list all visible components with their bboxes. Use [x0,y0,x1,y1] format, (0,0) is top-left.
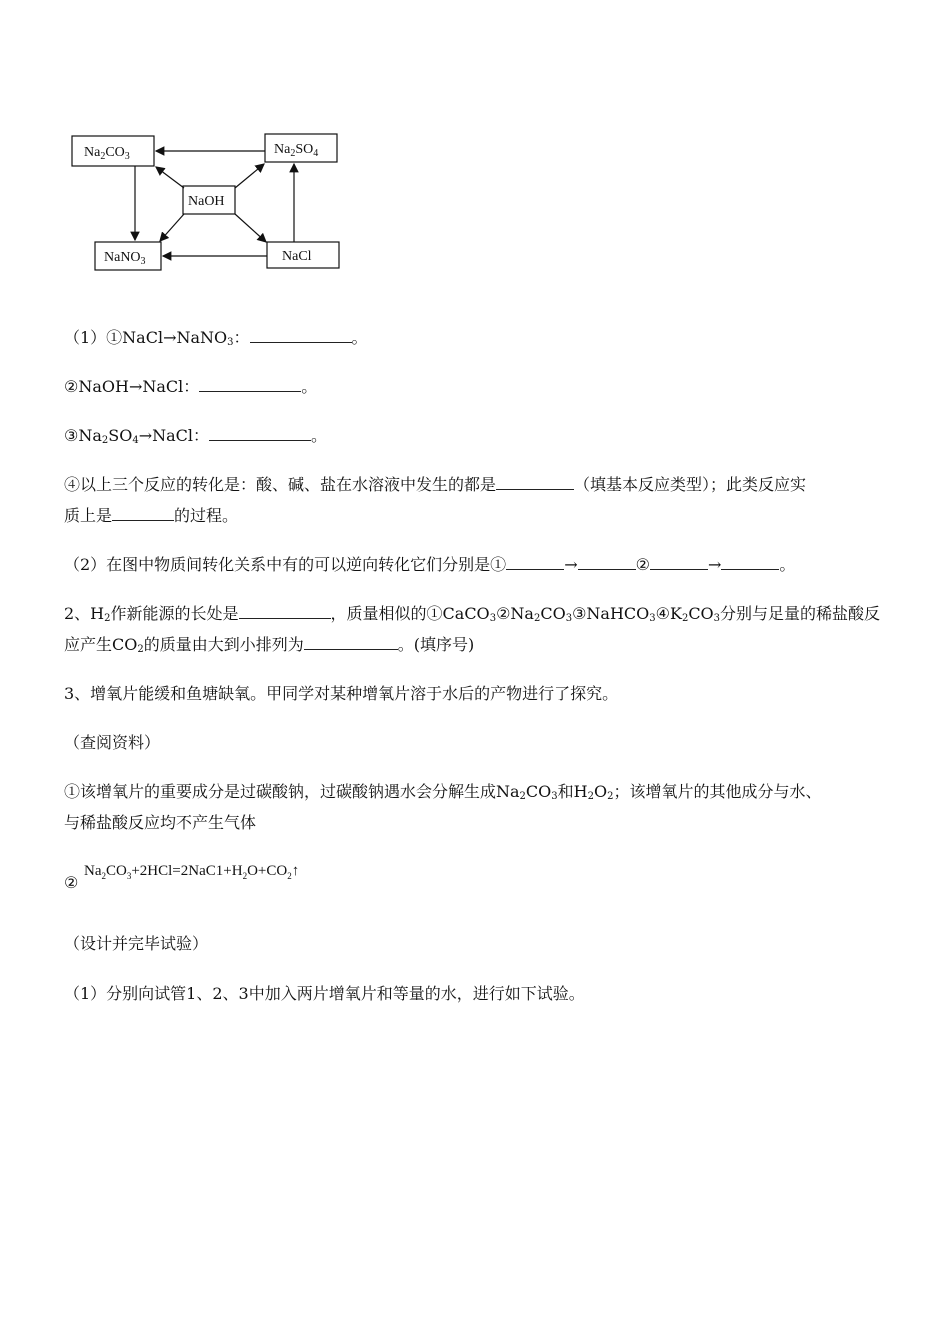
answer-blank[interactable] [209,426,311,441]
node-nano3-label: NaNO$_3$ [104,250,146,267]
q3-design-heading: （设计并完毕试验） [64,934,209,953]
q1-line4a-prefix: ④以上三个反应的转化是：酸、碱、盐在水溶液中发生的都是 [64,475,497,494]
q1-line3-prefix: ③Na [64,426,102,445]
eq-b: CO [106,863,127,879]
q2-line1-s1: 2 [104,613,111,624]
eq-c: +2HCl=2NaC1+H [131,863,243,879]
q2-line1-p5: CO [540,604,566,623]
q2-line1-p8: CO [688,604,714,623]
q3-ref-heading: （查阅资料） [64,733,161,752]
q3-equation [84,860,299,887]
q1-line4b-prefix: 质上是 [64,506,113,525]
q2-line1-p3: ，质量相似的①CaCO [330,604,490,623]
q2-line2-p3: 。(填序号) [397,635,475,654]
q3-intro: 3、增氧片能缓和鱼塘缺氧。甲同学对某种增氧片溶于水后的产物进行了探究。 [64,684,619,703]
q1-part2-prefix: （2）在图中物质间转化关系中有的可以逆向转化它们分别是① [64,555,507,574]
arrow-naoh-to-na2so4 [235,164,264,188]
q2-line1-p6: ③NaHCO [572,604,650,623]
q3-ref2-marker: ② [64,873,79,892]
q2-line1-p1: 2、H [64,604,105,623]
arrow-naoh-to-nacl [235,214,266,242]
q1-line2 [64,376,317,398]
q1-line1 [64,327,368,354]
answer-blank[interactable] [239,604,331,619]
q2-line1-p7: ④K [655,604,682,623]
q3-design1: （1）分别向试管1、2、3中加入两片增氧片和等量的水，进行如下试验。 [64,984,585,1003]
arrow-naoh-to-na2co3 [156,167,184,188]
q1-line4a [64,474,806,496]
node-naoh-label: NaOH [188,194,225,209]
q2-line2-p2: 的质量由大到小排列为 [143,635,304,654]
q2-line1-p4: ②Na [496,604,534,623]
conversion-diagram-svg [60,124,350,274]
q1-line3-end: 。 [311,426,328,445]
q1-line4b [64,505,238,527]
node-na2so4-label: $Na_2SO_4$ [274,142,319,159]
q3-ref1-p4: O [594,782,608,801]
q1-part2-mid: ② [635,555,650,574]
q1-line3 [64,425,327,452]
answer-blank[interactable] [304,635,398,650]
q2-line1-s7: 2 [681,613,689,624]
q1-part2-arrow: → [564,555,578,574]
eq-d: O+CO [247,863,288,879]
q3-ref1-s3: 2 [587,791,594,802]
q3-ref1-s1: 2 [519,791,526,802]
q3-ref1-s2: 3 [551,791,558,802]
q1-line1-sub: 3 [227,337,234,348]
eq-ds: 2 [287,871,292,881]
q1-line3-sub1: 2 [101,435,109,446]
q1-part2-arrow-2: → [707,555,722,574]
q1-line2-end: 。 [301,377,318,396]
q2-line1-p2: 作新能源的长处是 [110,604,239,623]
conversion-diagram [60,124,350,274]
answer-blank[interactable] [112,506,174,521]
arrow-naoh-to-nano3 [160,214,184,241]
answer-blank[interactable] [721,555,779,570]
q2-line1-p9: 分别与足量的稀盐酸反 [720,604,881,623]
q1-line1-end: 。 [351,328,368,347]
eq-as: 2 [101,871,106,881]
q3-ref1 [64,781,822,808]
q1-line1-prefix: （1）①NaCl→NaNO [64,328,228,347]
node-na2co3-label: $Na_2CO_3$ [84,145,130,162]
q2-line2-s1: 2 [137,644,144,655]
q1-line3-suffix: →NaCl： [138,426,210,445]
q1-line1-suffix: ： [233,328,250,347]
answer-blank[interactable] [250,328,352,343]
q2-line1 [64,603,880,630]
q1-part2 [64,554,795,576]
q3-ref1-s4: 2 [607,791,614,802]
answer-blank[interactable] [199,377,301,392]
q2-line1-s4: 2 [533,613,541,624]
eq-a: Na [84,863,102,879]
q1-line4a-suffix: （填基本反应类型）；此类反应实 [574,475,807,494]
q3-ref1b: 与稀盐酸反应均不产生气体 [64,813,257,832]
answer-blank[interactable] [496,475,574,490]
q3-ref1-p2: CO [525,782,552,801]
q2-line2 [64,634,474,661]
q3-ref1-p1: ①该增氧片的重要成分是过碳酸钠，过碳酸钠遇水会分解生成Na [64,782,520,801]
q2-line1-s6: 3 [649,613,656,624]
answer-blank[interactable] [650,555,708,570]
q2-line1-s5: 3 [565,613,573,624]
node-nacl-label: NaCl [282,249,312,264]
answer-blank[interactable] [578,555,636,570]
eq-e: ↑ [291,863,300,879]
q1-part2-end: 。 [779,555,796,574]
eq-bs: 3 [126,871,132,881]
q2-line1-s3: 3 [489,613,497,624]
q2-line1-s8: 3 [713,613,721,624]
q1-line4b-suffix: 的过程。 [174,506,239,525]
q1-line2-prefix: ②NaOH→NaCl： [64,377,200,396]
q2-line2-p1: 应产生CO [64,635,138,654]
q3-ref1-p5: ；该增氧片的其他成分与水、 [613,782,822,801]
answer-blank[interactable] [506,555,564,570]
q1-line3-mid: SO [108,426,133,445]
q1-line3-sub2: 4 [132,435,139,446]
eq-cs: 2 [242,871,248,881]
q3-ref1-p3: 和H [557,782,588,801]
